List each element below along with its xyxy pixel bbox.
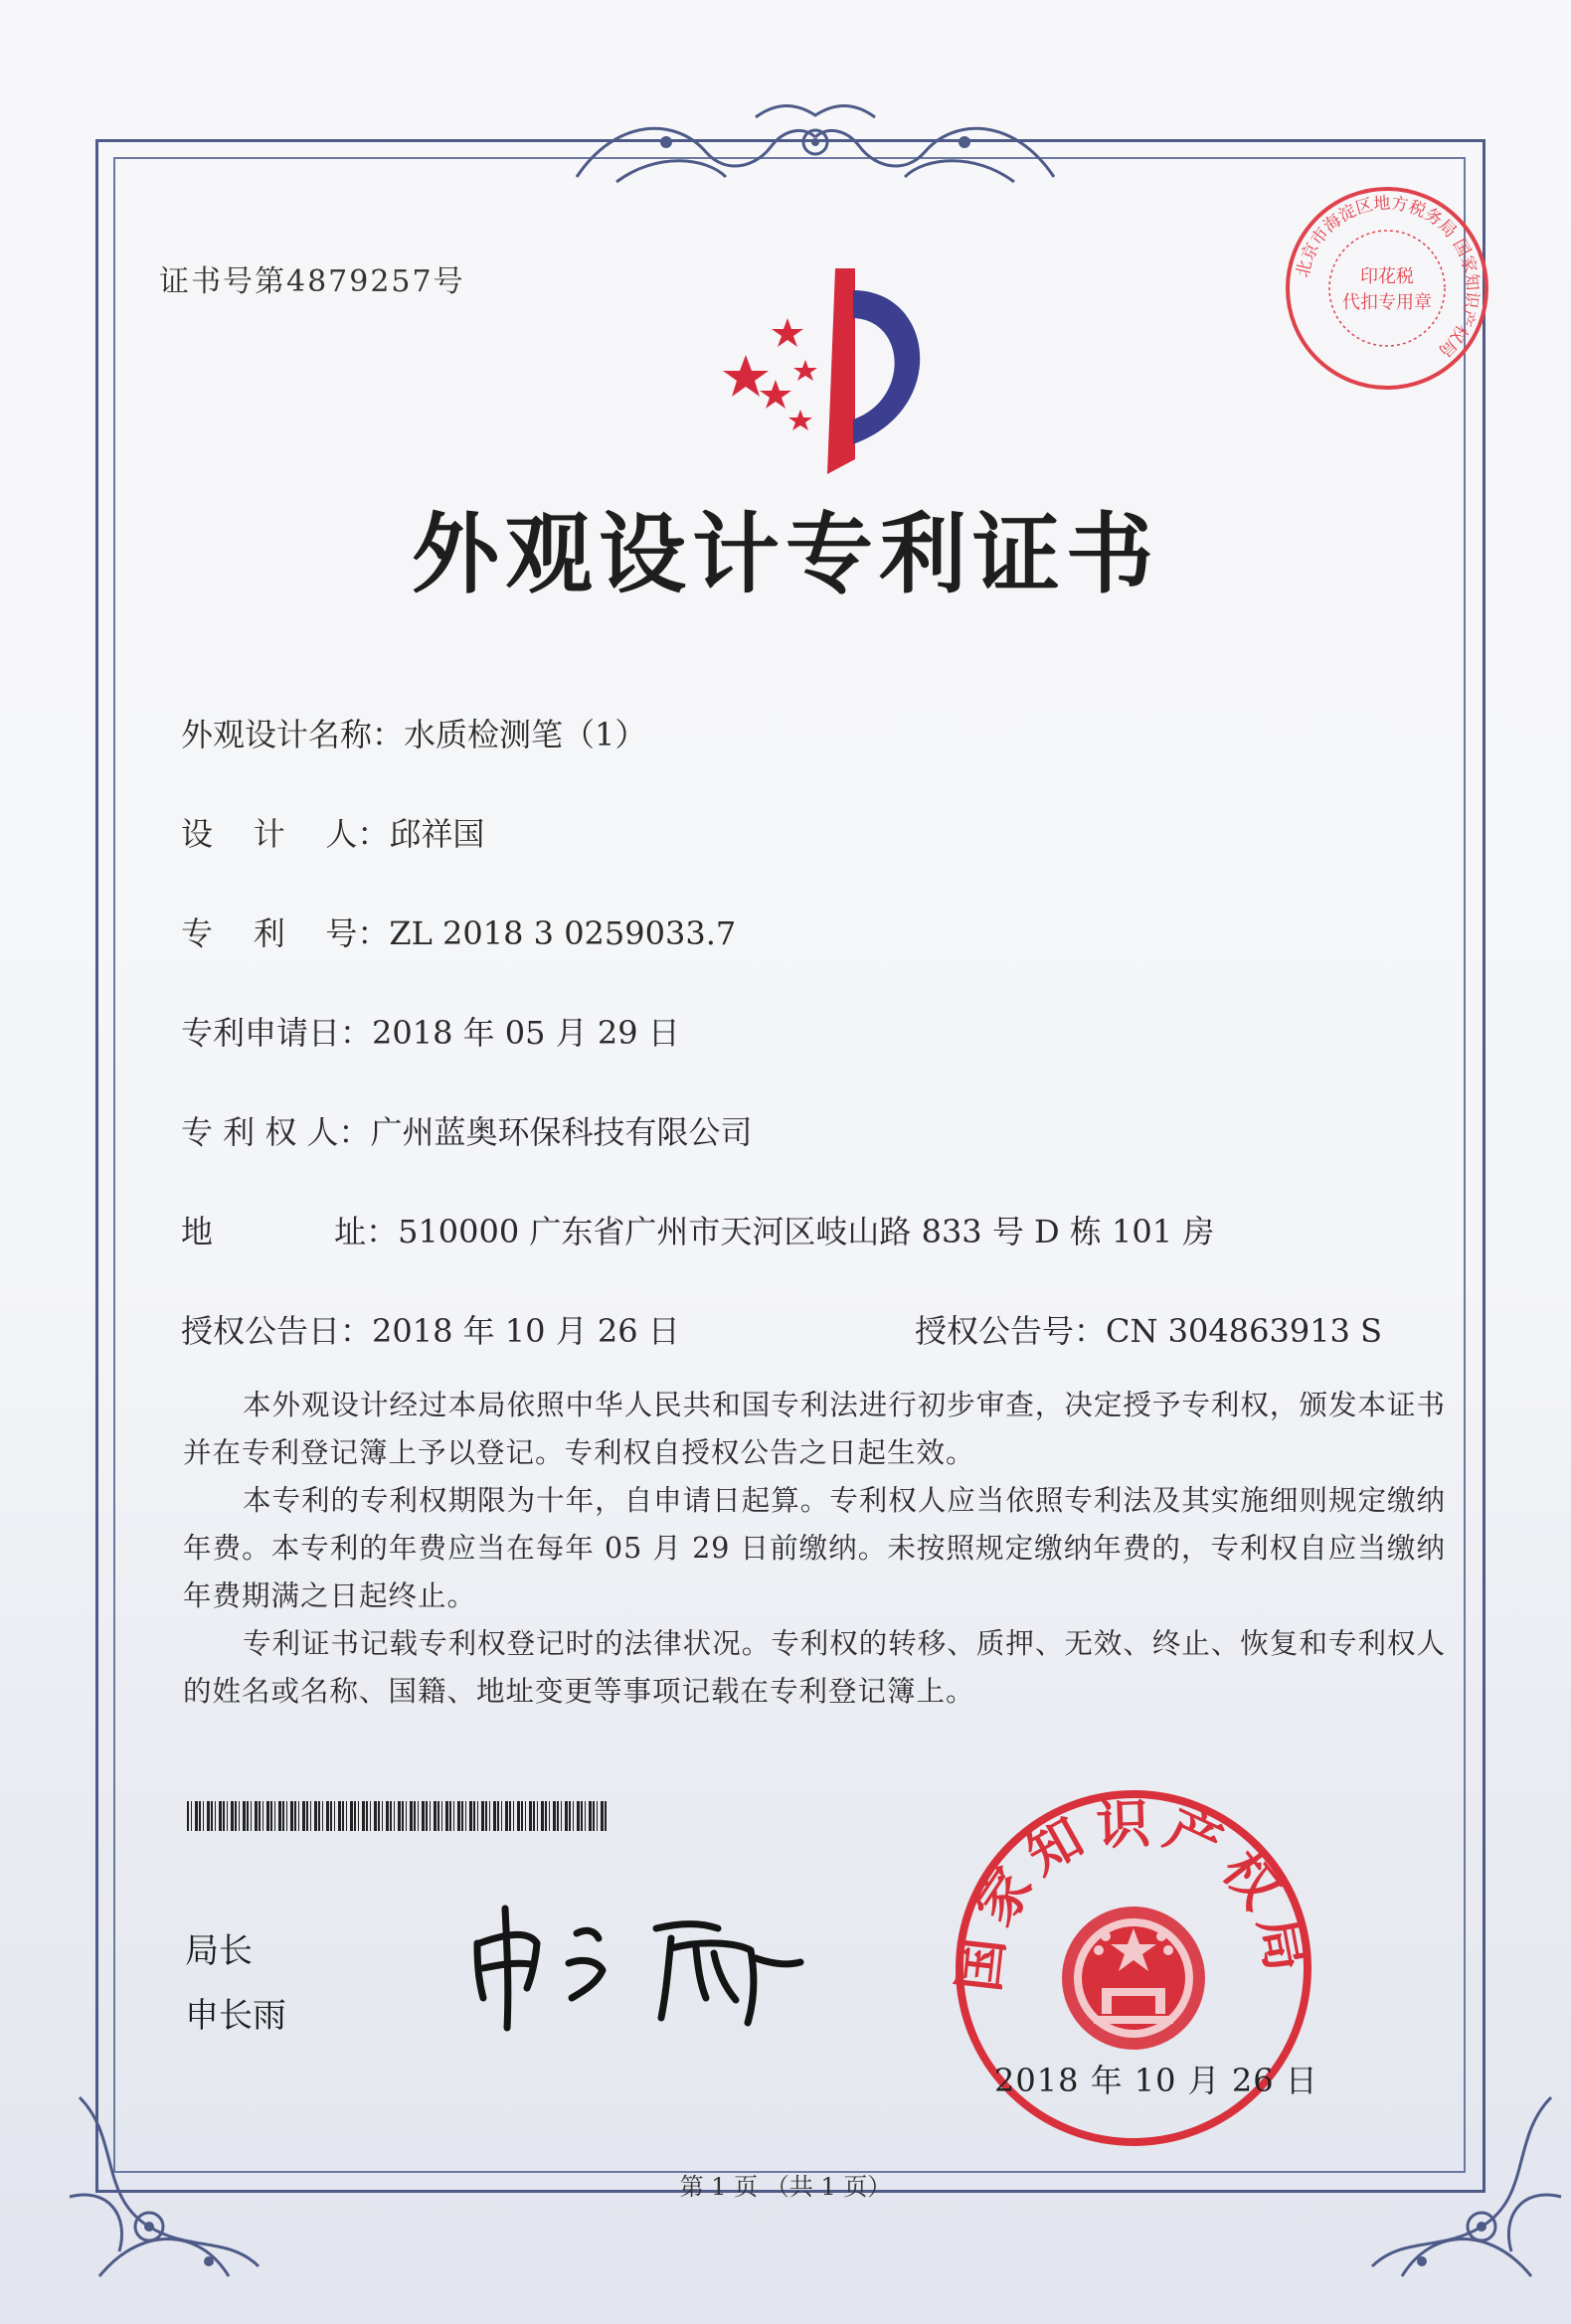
announce-number-label: 授权公告号：: [915, 1312, 1107, 1350]
certificate-title: 外观设计专利证书: [411, 503, 1159, 605]
filing-date-value: 2018 年 05 月 29 日: [372, 1014, 680, 1052]
director-name: 申长雨: [185, 1996, 286, 2036]
patent-number-label: 专 利 号：: [181, 914, 390, 952]
director-title: 局长: [185, 1931, 253, 1971]
barcode: [187, 1801, 609, 1831]
field-filing-date: [181, 1008, 680, 1054]
national-emblem-icon: [1062, 1907, 1205, 2050]
field-patentee: [181, 1107, 753, 1153]
seal-org-text: 国家知识产权局: [947, 1791, 1320, 1995]
field-announce-date: [181, 1306, 680, 1352]
paragraph-1: 本外观设计经过本局依照中华人民共和国专利法进行初步审查，决定授予专利权，颁发本证书并在专利登记簿上予以登记。专利权自授权公告之日起生效。: [183, 1389, 1446, 1469]
tax-stamp-line1: 印花税: [1360, 266, 1414, 287]
announce-number-value: CN 304863913 S: [1106, 1312, 1382, 1350]
design-name-label: 外观设计名称：: [181, 716, 405, 753]
announce-date-label: 授权公告日：: [181, 1312, 373, 1350]
address-label: 地 址：: [181, 1213, 399, 1250]
designer-value: 邱祥国: [389, 815, 485, 853]
filing-date-label: 专利申请日：: [181, 1014, 373, 1052]
announce-date-value: 2018 年 10 月 26 日: [372, 1312, 680, 1350]
top-ornament: [557, 97, 1074, 197]
field-announce-number: [915, 1306, 1382, 1352]
field-patent-number: [181, 909, 736, 954]
address-value: 510000 广东省广州市天河区岐山路 833 号 D 栋 101 房: [398, 1213, 1215, 1250]
designer-label: 设 计 人：: [181, 815, 390, 853]
paragraph-3: 专利证书记载专利权登记时的法律状况。专利权的转移、质押、无效、终止、恢复和专利权人的姓名或名称、国籍、地址变更等事项记载在专利登记簿上。: [183, 1627, 1446, 1708]
field-address: [181, 1207, 1214, 1252]
seal-date: 2018 年 10 月 26 日: [994, 2062, 1318, 2099]
field-design-name: [181, 710, 646, 755]
patentee-label: 专 利 权 人：: [181, 1113, 371, 1151]
director-signature: [457, 1889, 815, 2038]
patent-number-value: ZL 2018 3 0259033.7: [389, 914, 737, 952]
certificate-number: 证书号第4879257号: [159, 264, 465, 299]
page-number: 第 1 页 （共 1 页）: [679, 2173, 892, 2201]
patentee-value: 广州蓝奥环保科技有限公司: [370, 1113, 753, 1151]
patent-office-logo: [686, 260, 945, 479]
tax-stamp: [1278, 179, 1496, 398]
field-designer: [181, 809, 484, 855]
tax-stamp-line2: 代扣专用章: [1342, 292, 1432, 313]
tax-stamp-ring-text: 北京市海淀区地方税务局 国家知识产权局: [1293, 193, 1483, 361]
design-name-value: 水质检测笔（1）: [404, 716, 647, 753]
paragraph-2: 本专利的专利权期限为十年，自申请日起算。专利权人应当依照专利法及其实施细则规定缴纳年费。本专利的年费应当在每年 05 月 29 日前缴纳。未按照规定缴纳年费的，专利权自应当缴纳年费期满之日起终止。: [183, 1484, 1446, 1612]
